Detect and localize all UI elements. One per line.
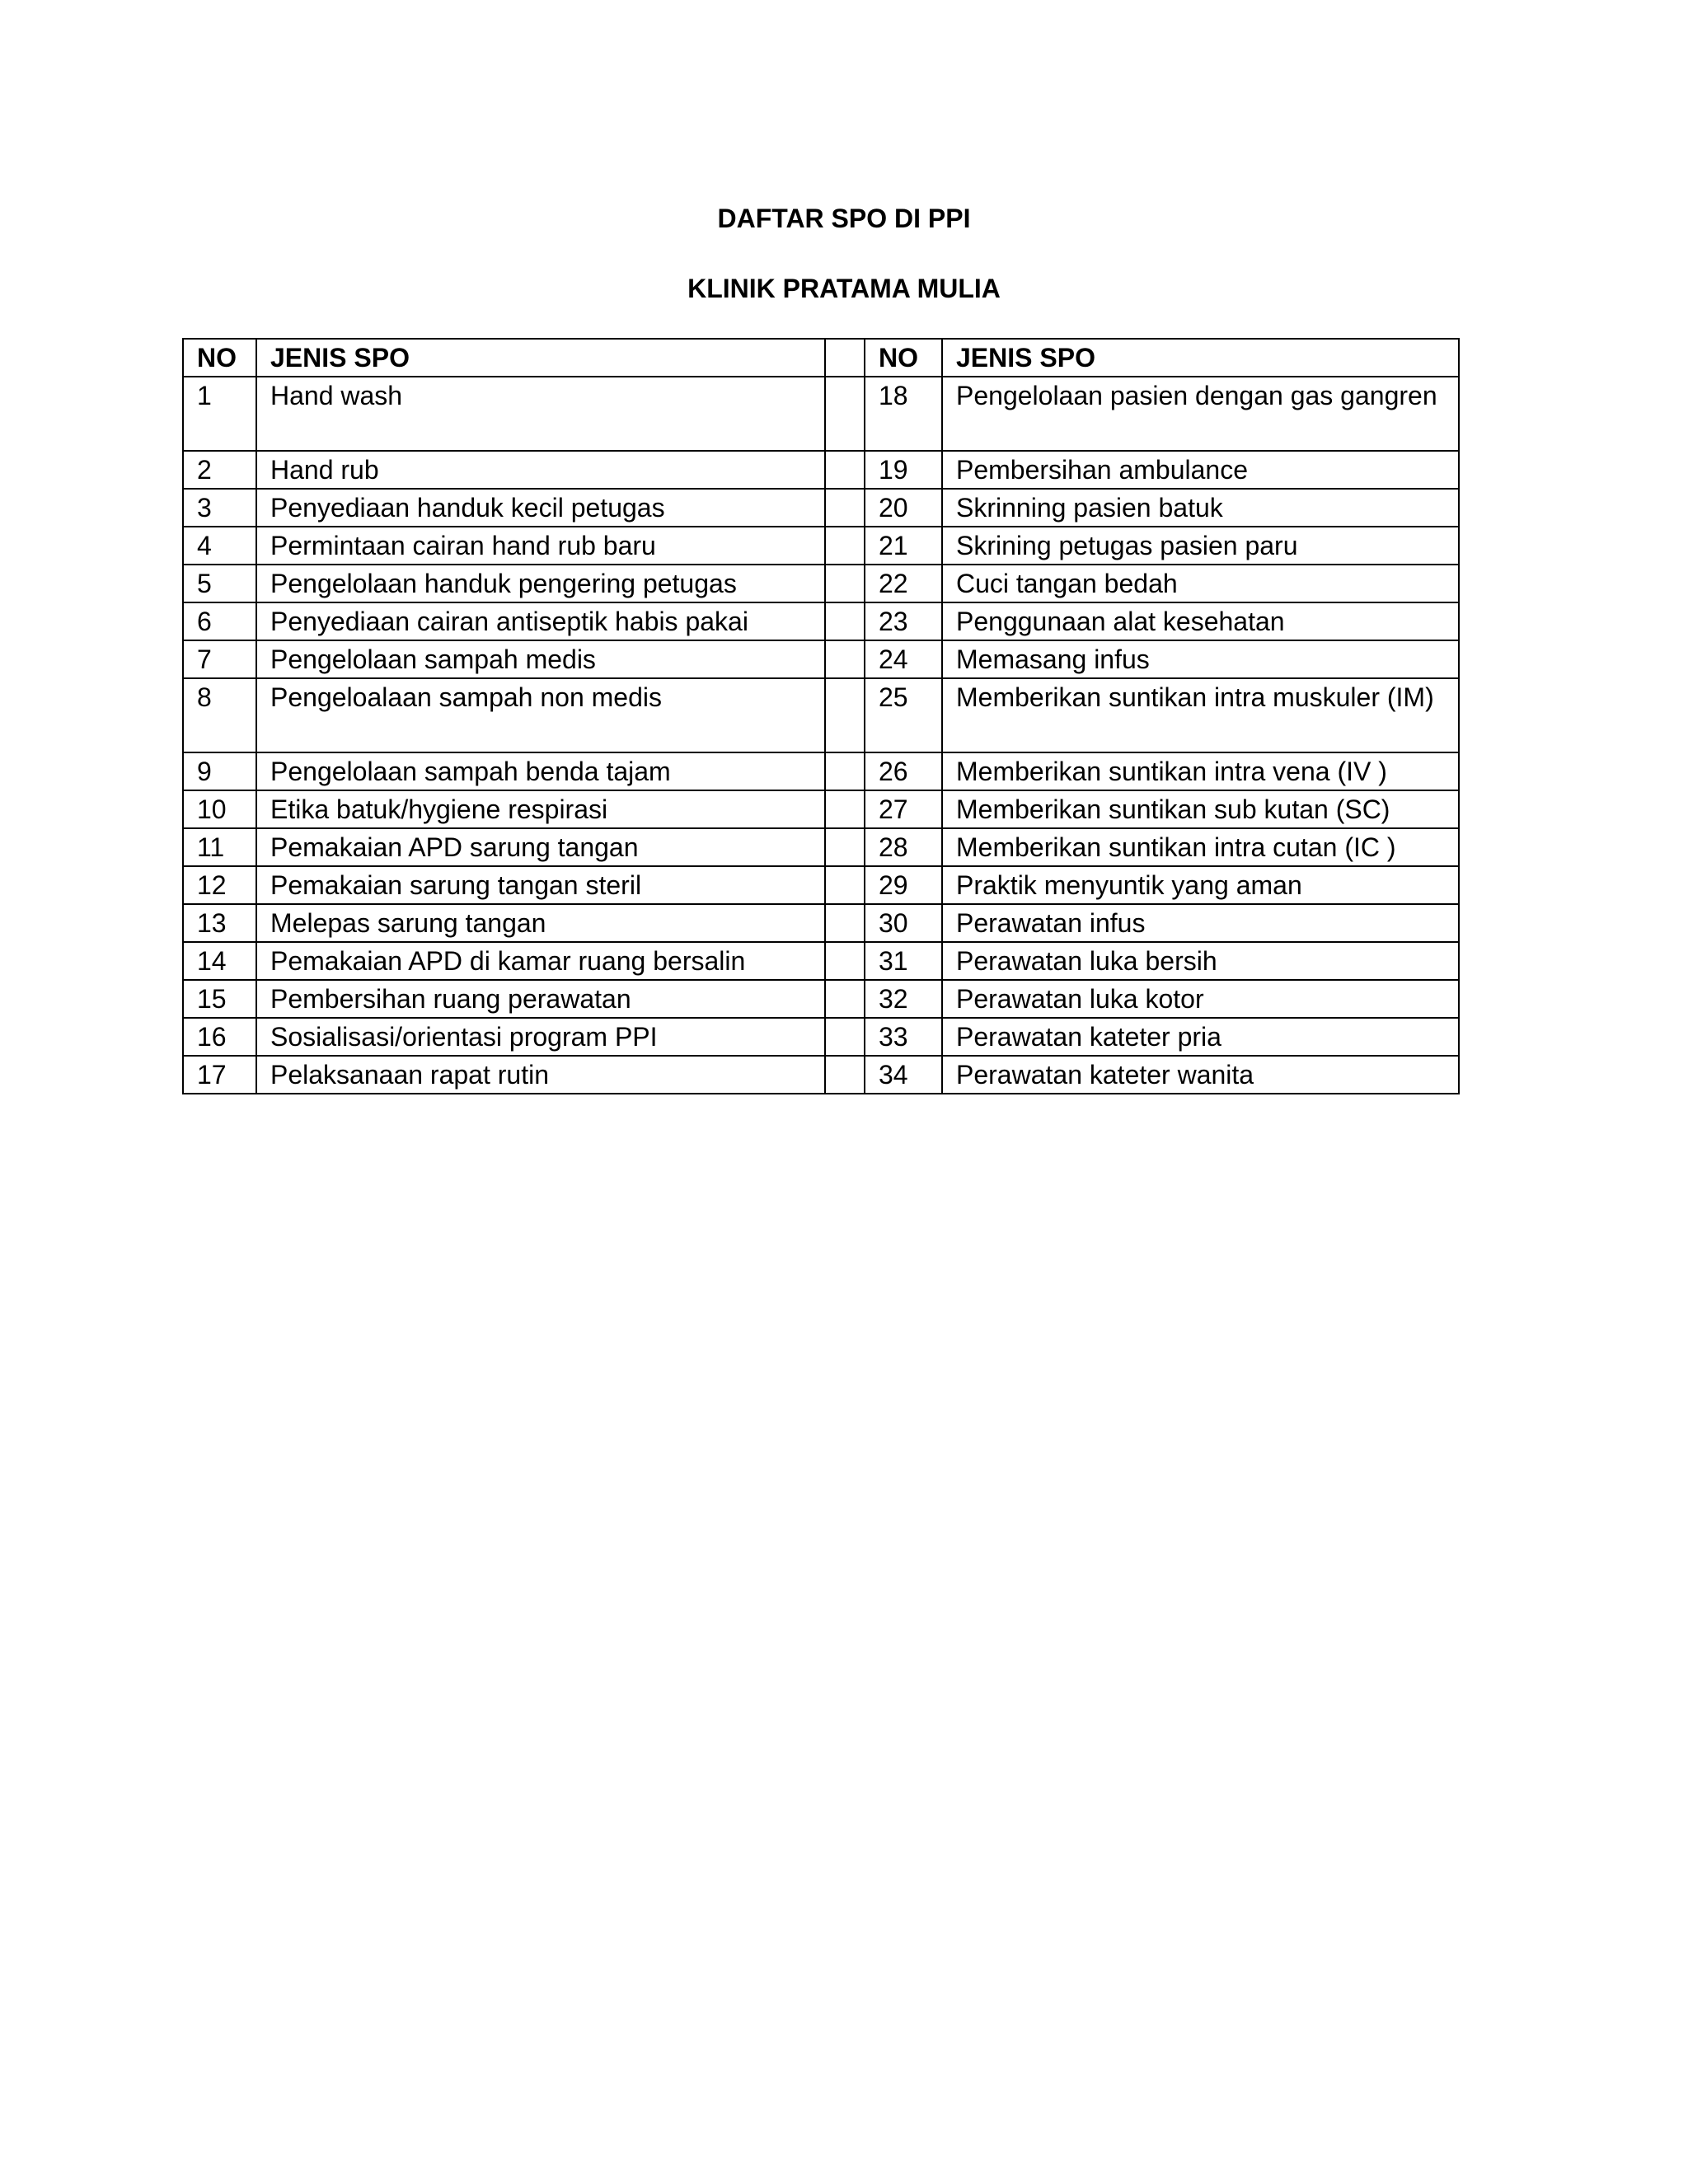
row-number-left: 10 [183,790,256,828]
spo-name-right: Memberikan suntikan intra cutan (IC ) [942,828,1459,866]
gap-cell [825,790,865,828]
row-number-left: 9 [183,752,256,790]
table-row [183,489,1459,527]
document-subtitle: KLINIK PRATAMA MULIA [687,274,1001,303]
spo-table [182,338,1460,1094]
row-number-left: 15 [183,980,256,1018]
table-row [183,828,1459,866]
row-number-right: 28 [865,828,942,866]
row-number-right: 22 [865,565,942,602]
spo-name-right: Penggunaan alat kesehatan [942,602,1459,640]
spo-name-left: Pemakaian APD sarung tangan [256,828,825,866]
table-header-row [183,339,1459,377]
spo-name-left: Hand rub [256,451,825,489]
table-row [183,377,1459,451]
spo-name-left: Pemakaian sarung tangan steril [256,866,825,904]
row-number-left: 17 [183,1056,256,1094]
row-number-right: 23 [865,602,942,640]
row-number-right: 27 [865,790,942,828]
gap-cell [825,980,865,1018]
row-number-left: 1 [183,377,256,451]
spo-name-right: Perawatan luka bersih [942,942,1459,980]
table-row [183,752,1459,790]
spo-name-right: Pengelolaan pasien dengan gas gangren [942,377,1459,451]
spo-name-left: Sosialisasi/orientasi program PPI [256,1018,825,1056]
gap-cell [825,904,865,942]
gap-cell [825,1018,865,1056]
header-gap [825,339,865,377]
table-row [183,980,1459,1018]
row-number-right: 30 [865,904,942,942]
spo-name-left: Penyediaan cairan antiseptik habis pakai [256,602,825,640]
header-no-left: NO [183,339,256,377]
gap-cell [825,640,865,678]
table-row [183,602,1459,640]
spo-name-right: Cuci tangan bedah [942,565,1459,602]
gap-cell [825,451,865,489]
row-number-right: 19 [865,451,942,489]
spo-name-left: Pelaksanaan rapat rutin [256,1056,825,1094]
gap-cell [825,828,865,866]
row-number-left: 8 [183,678,256,752]
table-row [183,942,1459,980]
spo-name-left: Permintaan cairan hand rub baru [256,527,825,565]
table-body [183,377,1459,1094]
table-row [183,640,1459,678]
table-row [183,451,1459,489]
row-number-right: 25 [865,678,942,752]
row-number-right: 20 [865,489,942,527]
row-number-left: 2 [183,451,256,489]
table-row [183,527,1459,565]
row-number-left: 12 [183,866,256,904]
header-no-right: NO [865,339,942,377]
gap-cell [825,602,865,640]
spo-name-right: Skrining petugas pasien paru [942,527,1459,565]
table-row [183,565,1459,602]
row-number-right: 18 [865,377,942,451]
table-row [183,1056,1459,1094]
row-number-left: 6 [183,602,256,640]
table-row [183,678,1459,752]
row-number-right: 24 [865,640,942,678]
table-row [183,866,1459,904]
row-number-right: 31 [865,942,942,980]
spo-name-left: Pemakaian APD di kamar ruang bersalin [256,942,825,980]
row-number-right: 32 [865,980,942,1018]
spo-name-right: Pembersihan ambulance [942,451,1459,489]
spo-name-left: Pengeloalaan sampah non medis [256,678,825,752]
spo-name-right: Skrinning pasien batuk [942,489,1459,527]
spo-name-right: Memberikan suntikan sub kutan (SC) [942,790,1459,828]
spo-name-left: Pengelolaan handuk pengering petugas [256,565,825,602]
spo-name-left: Etika batuk/hygiene respirasi [256,790,825,828]
row-number-left: 7 [183,640,256,678]
row-number-left: 3 [183,489,256,527]
spo-name-left: Hand wash [256,377,825,451]
gap-cell [825,752,865,790]
row-number-left: 16 [183,1018,256,1056]
gap-cell [825,489,865,527]
row-number-right: 21 [865,527,942,565]
gap-cell [825,527,865,565]
spo-name-left: Pembersihan ruang perawatan [256,980,825,1018]
spo-name-right: Memberikan suntikan intra muskuler (IM) [942,678,1459,752]
row-number-right: 34 [865,1056,942,1094]
row-number-left: 5 [183,565,256,602]
spo-name-right: Perawatan luka kotor [942,980,1459,1018]
spo-name-left: Penyediaan handuk kecil petugas [256,489,825,527]
row-number-left: 13 [183,904,256,942]
gap-cell [825,565,865,602]
spo-name-right: Praktik menyuntik yang aman [942,866,1459,904]
gap-cell [825,678,865,752]
spo-name-right: Memberikan suntikan intra vena (IV ) [942,752,1459,790]
table-row [183,1018,1459,1056]
document-title: DAFTAR SPO DI PPI [717,204,971,233]
row-number-left: 14 [183,942,256,980]
row-number-right: 26 [865,752,942,790]
row-number-left: 4 [183,527,256,565]
gap-cell [825,1056,865,1094]
spo-name-right: Perawatan kateter pria [942,1018,1459,1056]
header-jenis-spo-right: JENIS SPO [942,339,1459,377]
spo-name-right: Perawatan kateter wanita [942,1056,1459,1094]
spo-name-left: Melepas sarung tangan [256,904,825,942]
table-row [183,904,1459,942]
gap-cell [825,942,865,980]
gap-cell [825,377,865,451]
spo-name-right: Memasang infus [942,640,1459,678]
spo-name-right: Perawatan infus [942,904,1459,942]
table-row [183,790,1459,828]
gap-cell [825,866,865,904]
row-number-right: 29 [865,866,942,904]
row-number-left: 11 [183,828,256,866]
spo-name-left: Pengelolaan sampah benda tajam [256,752,825,790]
spo-name-left: Pengelolaan sampah medis [256,640,825,678]
header-jenis-spo-left: JENIS SPO [256,339,825,377]
row-number-right: 33 [865,1018,942,1056]
